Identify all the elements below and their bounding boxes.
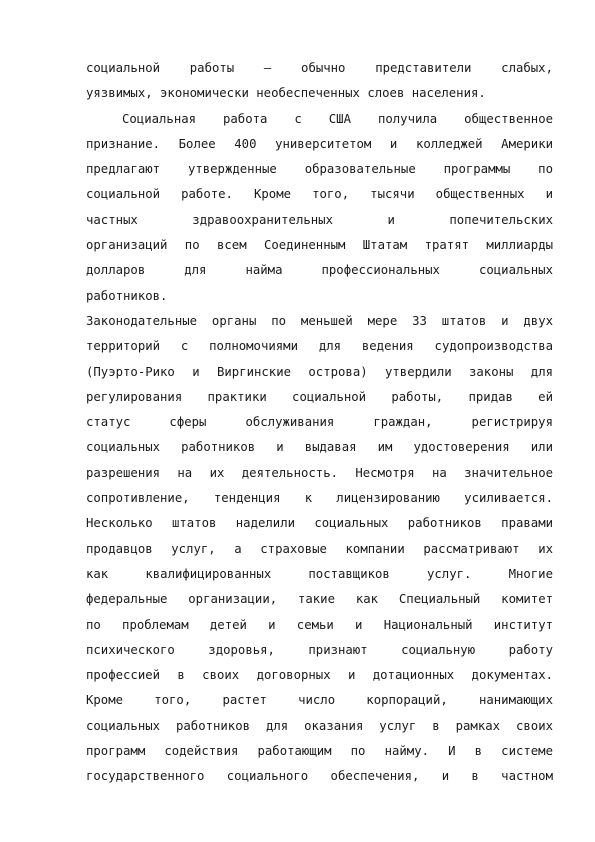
text-line: работников. — [86, 288, 168, 303]
paragraph-first-line: Законодательные органы по меньшей мере 33 штатов и двух — [86, 313, 553, 328]
text-line: программ содействия работающим по найму. И в системе — [86, 744, 553, 759]
text-line: государственного социального обеспечения, и в частном — [86, 769, 553, 784]
text-line: регулирования практики социальной работы, придав ей — [86, 389, 553, 404]
text-line: социальной работы – обычно представители слабых, — [86, 61, 553, 75]
text-line: психического здоровья, признают социальную работу — [86, 642, 553, 657]
text-line: предлагают утвержденные образовательные программы по — [86, 162, 553, 177]
text-line: статус сферы обслуживания граждан, регистрируя — [86, 415, 553, 430]
text-line: (Пуэрто-Рико и Виргинские острова) утвердили законы для — [86, 364, 553, 379]
text-line: организаций по всем Соединенным Штатам тратят миллиарды — [86, 238, 553, 253]
text-line: сопротивление, тенденция к лицензированию усиливается. — [86, 491, 553, 506]
text-line: Кроме того, растет число корпораций, нанимающих — [86, 693, 553, 708]
text-line: частных здравоохранительных и попечительских — [86, 212, 553, 227]
text-line: социальной работе. Кроме того, тысячи общественных и — [86, 187, 553, 202]
text-line: социальных работников и выдавая им удостоверения или — [86, 440, 553, 455]
text-line: разрешения на их деятельность. Несмотря на значительное — [86, 465, 553, 480]
text-line: Несколько штатов наделили социальных работников правами — [86, 516, 553, 531]
body-text — [86, 56, 553, 790]
text-line: долларов для найма профессиональных социальных — [86, 263, 553, 278]
text-line: социальных работников для оказания услуг в рамках своих — [86, 718, 553, 733]
paragraph-first-line: Социальная работа с США получила общественное — [122, 111, 553, 126]
text-line: как квалифицированных поставщиков услуг. Многие — [86, 566, 553, 581]
text-line: уязвимых, экономически необеспеченных слоев населения. — [86, 86, 486, 101]
text-line: продавцов услуг, а страховые компании рассматривают их — [86, 541, 553, 556]
text-line: признание. Более 400 университетом и колледжей Америки — [86, 136, 553, 151]
text-line: территорий с полномочиями для ведения судопроизводства — [86, 339, 553, 354]
text-line: по проблемам детей и семьи и Национальный институт — [86, 617, 553, 632]
text-line: профессией в своих договорных и дотационных документах. — [86, 668, 553, 683]
text-line: федеральные организации, такие как Специальный комитет — [86, 592, 553, 607]
